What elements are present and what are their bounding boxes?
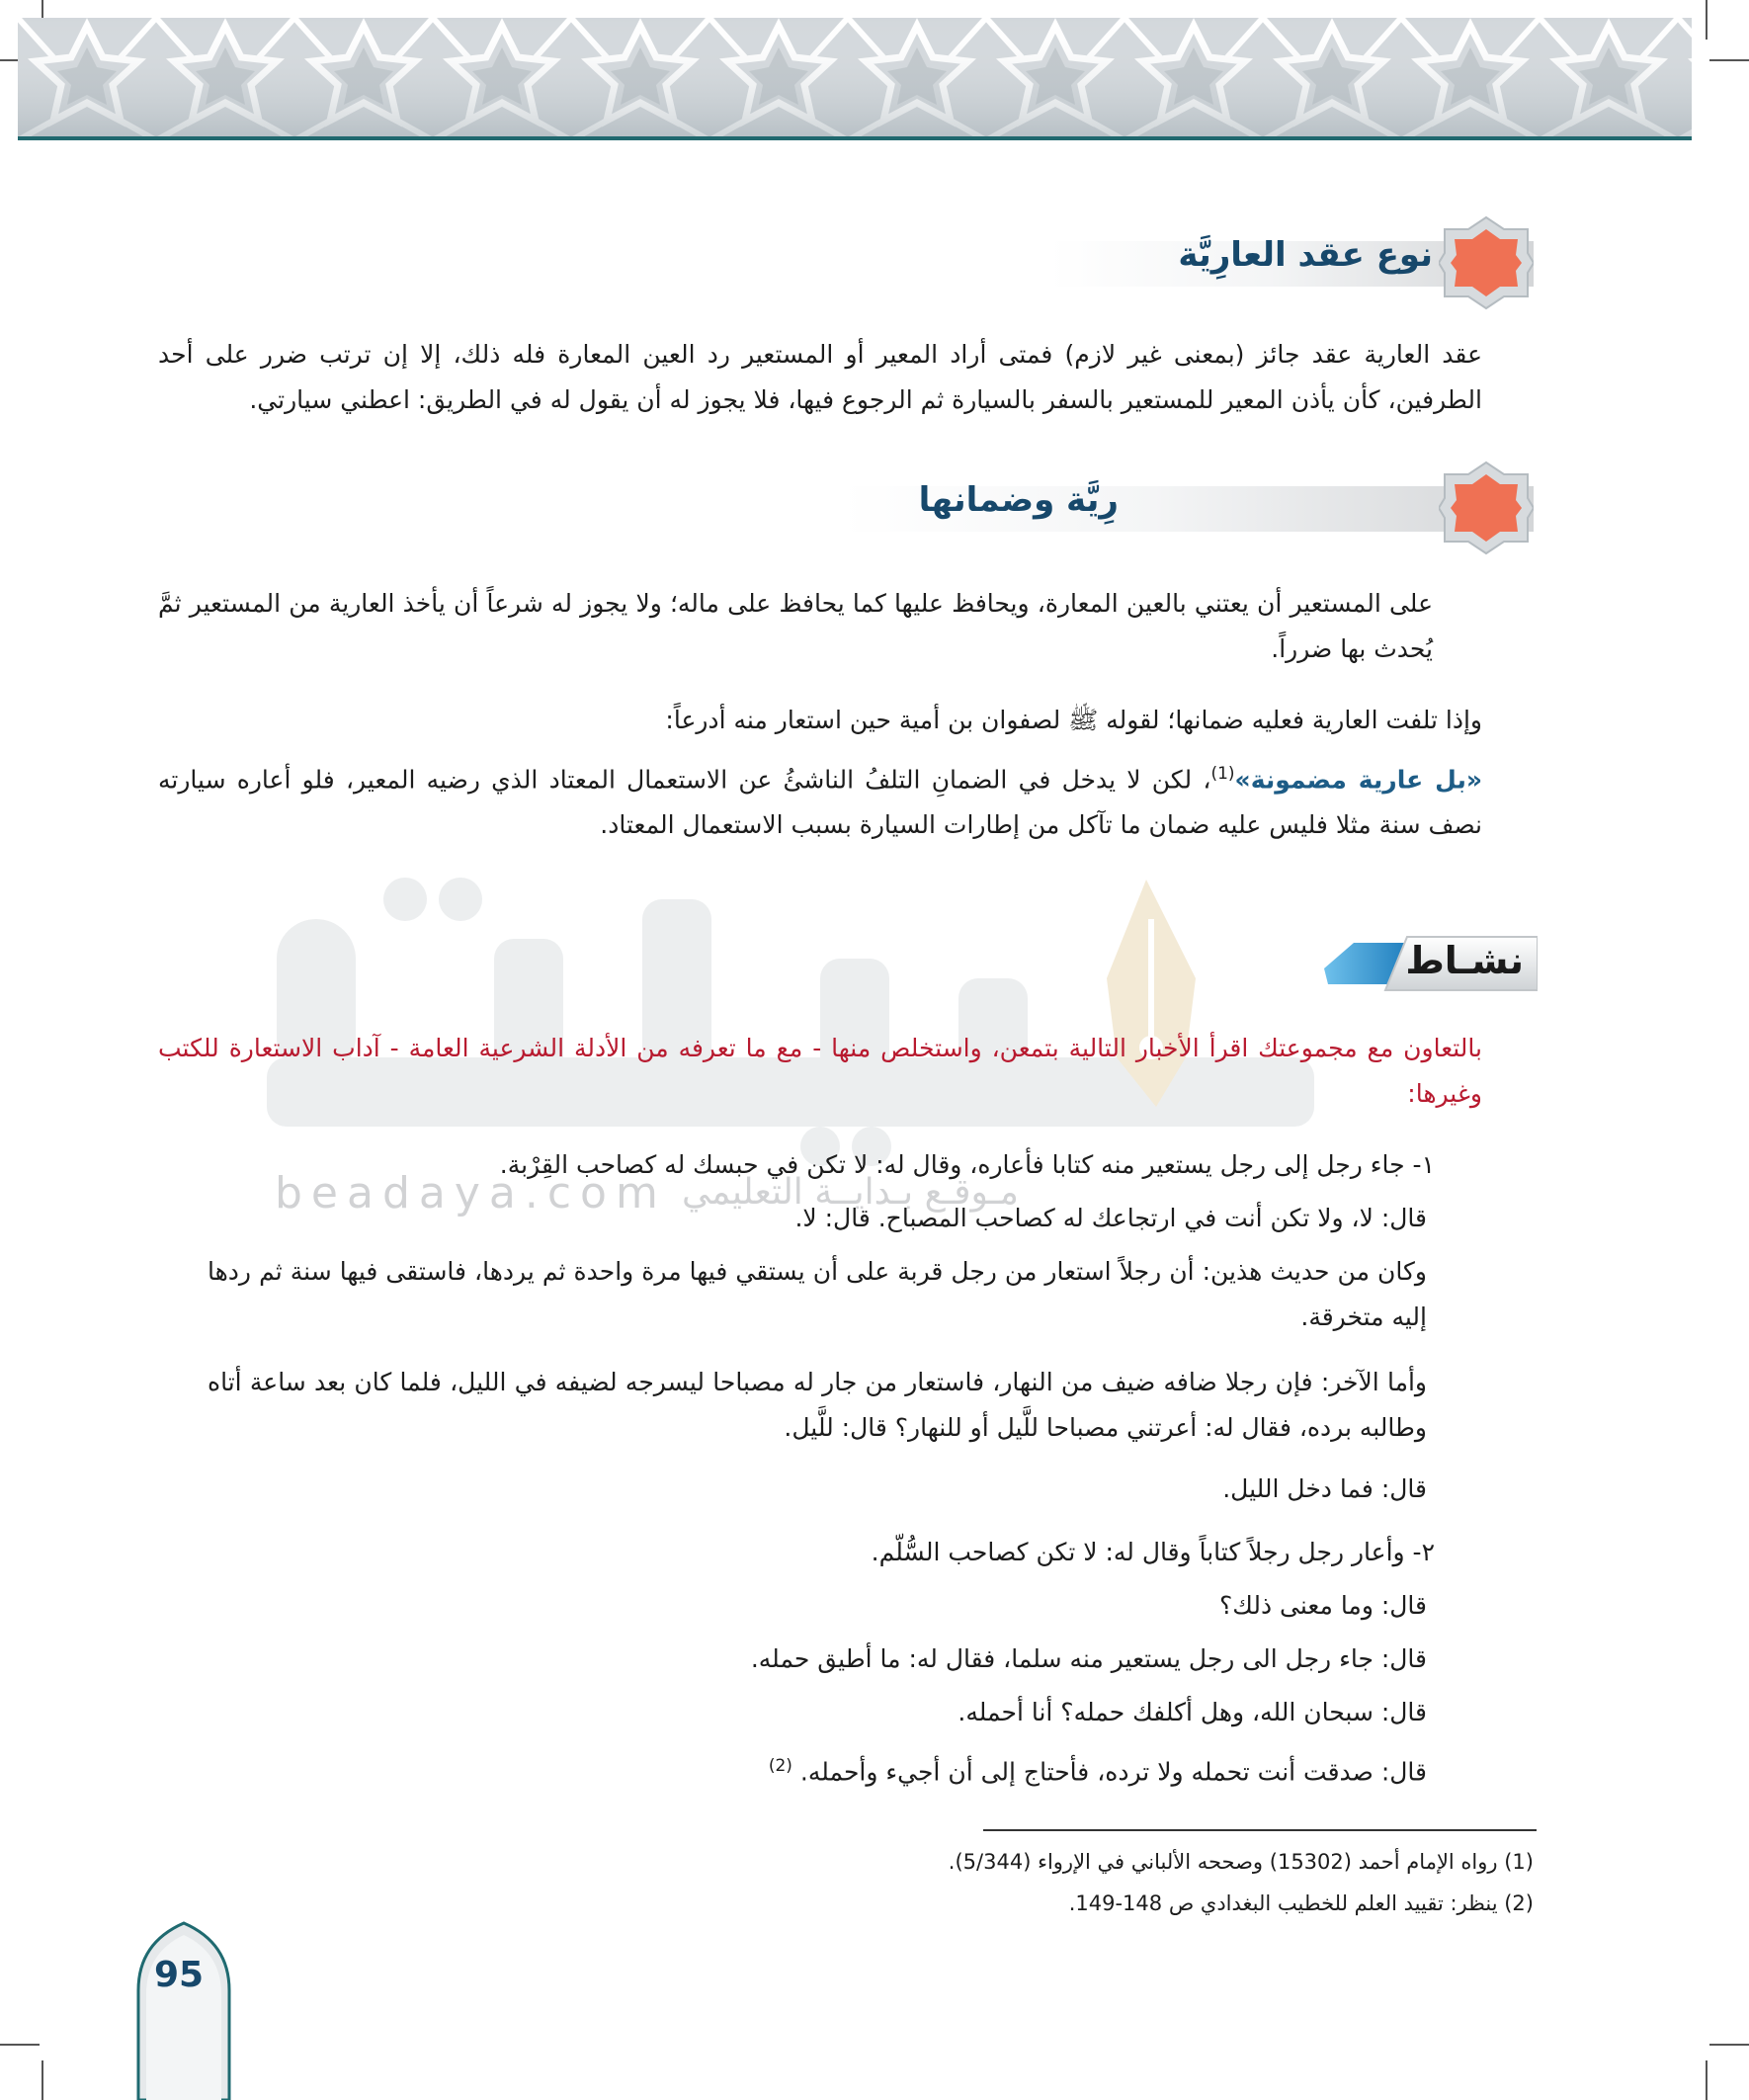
crop-mark — [1706, 0, 1707, 40]
activity-title: نشـاط — [1405, 939, 1524, 982]
activity-line: قال: سبحان الله، وهل أكلفك حمله؟ أنا أحمله. — [958, 1698, 1427, 1726]
activity-line — [769, 1743, 1427, 1795]
footnote-ref: (1) — [1210, 764, 1235, 784]
activity-line: وأما الآخر: فإن رجلا ضافه ضيف من النهار، فاستعار من جار له مصباحا ليسرجه لضيفه في الليل، فلما كان بعد ساعة أتاه وطالبه برده، فقال له: أعرتني مصباحا للَّيل أو للنهار؟ قال: للَّيل. — [208, 1368, 1427, 1442]
activity-line: ١- جاء رجل إلى رجل يستعير منه كتابا فأعاره، وقال له: لا تكن في حبسك له كصاحب القِرْبة. — [499, 1150, 1435, 1179]
watermark-label: مـوقـع بـدايــة التعليمي — [682, 1172, 1019, 1213]
watermark-site: beadaya.com — [275, 1168, 667, 1218]
crop-mark — [1706, 2060, 1707, 2100]
section-heading — [832, 461, 1534, 555]
activity-intro: بالتعاون مع مجموعتك اقرأ الأخبار التالية بتمعن، واستخلص منها - مع ما تعرفه من الأدلة الشرعية العامة - آداب الاستعارة للكتب وغيرها: — [158, 1034, 1482, 1108]
crop-mark — [1709, 59, 1749, 61]
section-title: نوع عقد العارِيَّة — [1178, 235, 1433, 275]
footnote: (2) ينظر: تقييد العلم للخطيب البغدادي ص 148-149. — [1068, 1891, 1534, 1915]
activity-line: وكان من حديث هذين: أن رجلاً استعار من رجل قربة على أن يستقي فيها مرة واحدة ثم يردها، فاستقى فيها سنة ثم ردها إليه متخرقة. — [208, 1257, 1427, 1331]
header-banner — [18, 18, 1692, 140]
section-heading — [1047, 215, 1534, 310]
activity-line-text: قال: صدقت أنت تحمله ولا ترده، فأحتاج إلى أن أجيء وأحمله. — [799, 1757, 1427, 1787]
hadith-paragraph — [158, 751, 1482, 848]
activity-line: قال: جاء رجل الى رجل يستعير منه سلما، فقال له: ما أطيق حمله. — [750, 1644, 1427, 1673]
octagon-emblem-icon — [1439, 461, 1534, 555]
section-title: رِيَّة وضمانها — [918, 480, 1119, 520]
hadith-quote: «بل عارية مضمونة» — [1234, 765, 1482, 795]
activity-line: قال: لا، ولا تكن أنت في ارتجاعك له كصاحب المصباح. قال: لا. — [794, 1204, 1427, 1232]
octagon-emblem-icon — [1439, 215, 1534, 310]
crop-mark — [42, 2060, 43, 2100]
activity-label — [1324, 933, 1538, 994]
activity-line: ٢- وأعار رجل رجلاً كتاباً وقال له: لا تكن كصاحب السُّلّم. — [871, 1538, 1435, 1566]
section-paragraph: عقد العارية عقد جائز (بمعنى غير لازم) فمتى أراد المعير أو المستعير رد العين المعارة فله ذلك، إلا إن ترتب ضرر على أحد الطرفين، كأن يأذن المعير للمستعير بالسفر بالسيارة ثم الرجوع فيها، فلا يجوز له أن يقول له في الطريق: اعطني سيارتي. — [158, 340, 1482, 414]
page-tab-icon — [136, 1921, 231, 2100]
activity-line: قال: فما دخل الليل. — [1222, 1474, 1427, 1503]
section-paragraph: على المستعير أن يعتني بالعين المعارة، ويحافظ عليها كما يحافظ على ماله؛ ولا يجوز له شرعاً أن يأخذ العارية من المستعير ثمَّ يُحدث بها ضرراً. — [158, 589, 1433, 663]
crop-mark — [0, 2044, 40, 2046]
footnote-ref: (2) — [768, 1756, 792, 1776]
section-paragraph: وإذا تلفت العارية فعليه ضمانها؛ لقوله ﷺ لصفوان بن أمية حين استعار منه أدرعاً: — [665, 706, 1482, 734]
crop-mark — [1709, 2044, 1749, 2046]
footnote-divider — [983, 1829, 1537, 1831]
paragraph-text: ، لكن لا يدخل في الضمانِ التلفُ الناشئُ عن الاستعمال المعتاد الذي رضيه المعير، فلو أعاره سيارته نصف سنة مثلا فليس عليه ضمان ما تآكل من إطارات السيارة بسبب الاستعمال المعتاد. — [158, 765, 1482, 840]
footnote: (1) رواه الإمام أحمد (15302) وصححه الألباني في الإرواء (5/344). — [948, 1850, 1534, 1874]
activity-line: قال: وما معنى ذلك؟ — [1219, 1591, 1427, 1620]
watermark-logo-icon — [267, 860, 1344, 1176]
page-number: 95 — [153, 1955, 205, 1995]
